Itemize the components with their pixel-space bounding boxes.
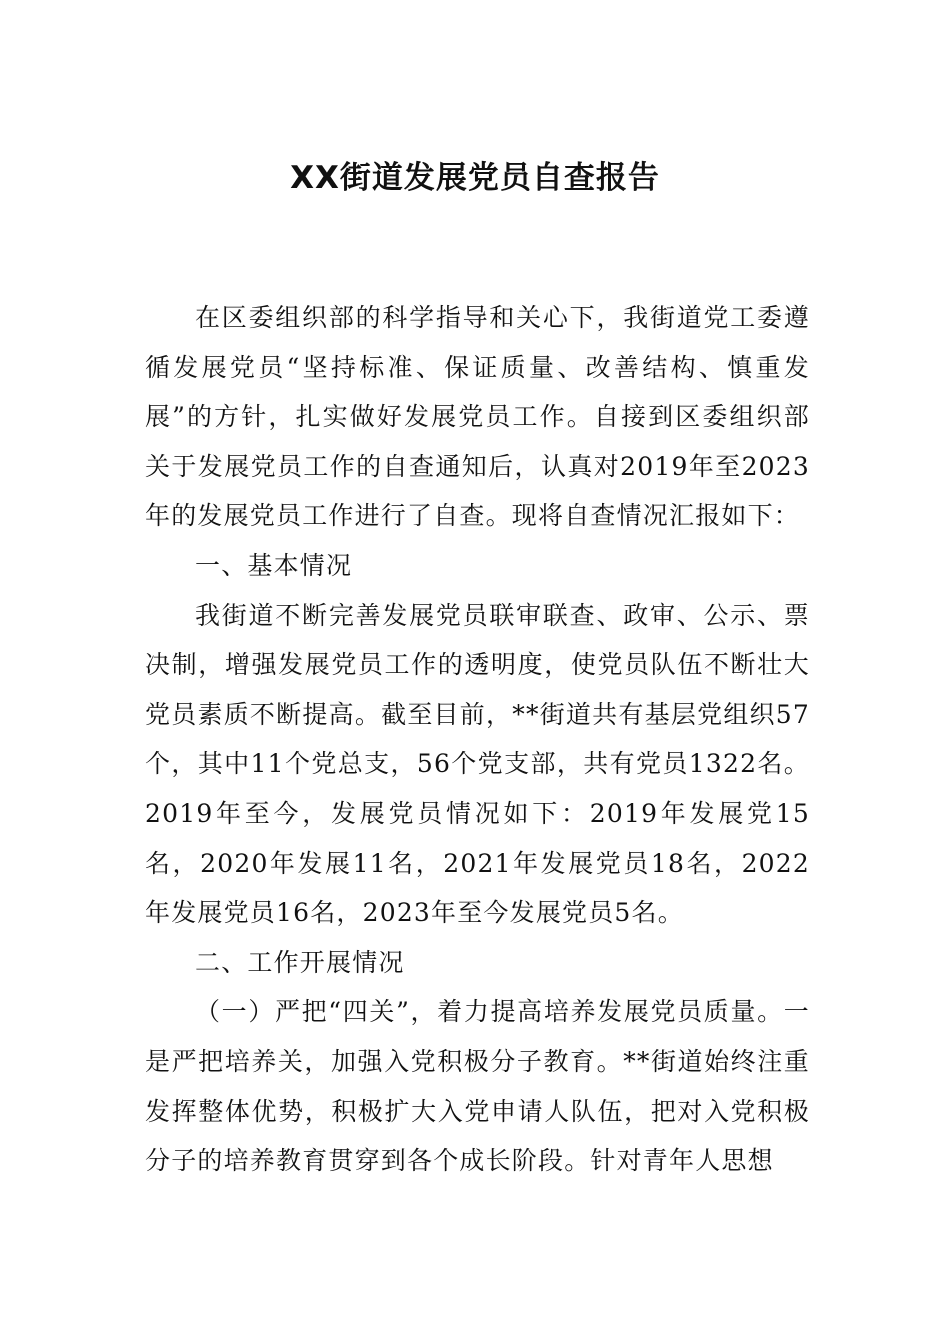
section-heading-basic-situation: 一、基本情况 <box>195 550 353 580</box>
intro-paragraph: 在区委组织部的科学指导和关心下，我街道党工委遵循发展党员“坚持标准、保证质量、改善结构、慎重发展”的方针，扎实做好发展党员工作。自接到区委组织部关于发展党员工作的自查通知后，认真对2019年至2023年的发展党员工作进行了自查。现将自查情况汇报如下： <box>145 303 810 531</box>
document-title: XX街道发展党员自查报告 <box>290 160 660 196</box>
section-heading-work-progress: 二、工作开展情况 <box>195 947 405 977</box>
document-body <box>145 293 810 1186</box>
work-progress-paragraph: （一）严把“四关”，着力提高培养发展党员质量。一是严把培养关，加强入党积极分子教育。**街道始终注重发挥整体优势，积极扩大入党申请人队伍，把对入党积极分子的培养教育贯穿到各个成长阶段。针对青年人思想 <box>145 997 810 1176</box>
basic-situation-paragraph: 我街道不断完善发展党员联审联查、政审、公示、票决制，增强发展党员工作的透明度，使党员队伍不断壮大党员素质不断提高。截至目前，**街道共有基层党组织57个，其中11个党总支，56个党支部，共有党员1322名。2019年至今，发展党员情况如下：2019年发展党15名，2020年发展11名，2021年发展党员18名，2022年发展党员16名，2023年至今发展党员5名。 <box>145 600 810 928</box>
